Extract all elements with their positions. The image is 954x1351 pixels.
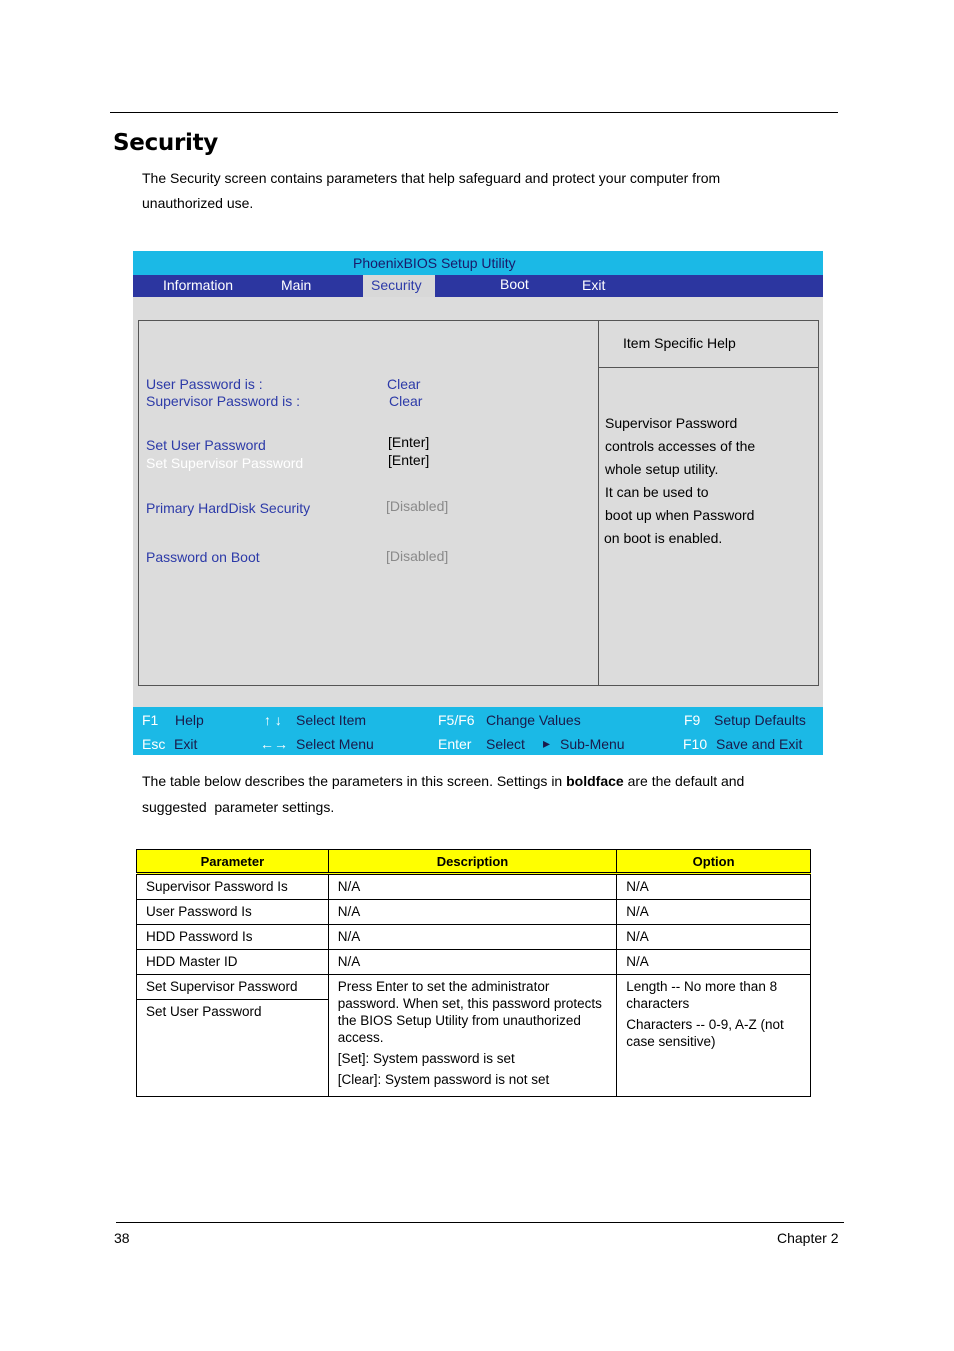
set-supervisor-password-label[interactable]: Set Supervisor Password bbox=[146, 455, 304, 471]
help-line: boot up when Password bbox=[605, 507, 755, 523]
cell-option: N/A bbox=[617, 950, 811, 975]
bios-menu-bar bbox=[133, 275, 823, 297]
menu-information[interactable]: Information bbox=[163, 277, 234, 293]
cell-option: N/A bbox=[617, 900, 811, 925]
menu-security[interactable] bbox=[363, 275, 435, 297]
help-panel bbox=[598, 320, 819, 686]
cell-description: N/A bbox=[328, 950, 617, 975]
cell-parameter: Set User Password bbox=[137, 1000, 329, 1097]
key-f10: F10 bbox=[683, 736, 708, 752]
cell-option: N/A bbox=[617, 925, 811, 950]
menu-boot[interactable]: Boot bbox=[500, 276, 529, 292]
key-f10-desc: Save and Exit bbox=[716, 736, 803, 752]
help-line: Supervisor Password bbox=[605, 415, 738, 431]
menu-exit[interactable]: Exit bbox=[582, 277, 606, 293]
cell-description: N/A bbox=[328, 874, 617, 900]
key-esc: Esc bbox=[142, 736, 166, 752]
key-leftright-desc: Select Menu bbox=[296, 736, 374, 752]
cell-option: N/A bbox=[617, 874, 811, 900]
table-row bbox=[137, 900, 811, 925]
supervisor-password-status-value: Clear bbox=[389, 393, 423, 409]
desc-paragraph: Press Enter to set the administrator password. When set, this password protects the BIOS Setup Utility from unauthorized access. bbox=[337, 979, 602, 1045]
key-f1-desc: Help bbox=[175, 712, 204, 728]
cell-description: N/A bbox=[328, 925, 617, 950]
header-description: Description bbox=[328, 850, 617, 874]
key-f9-desc: Setup Defaults bbox=[714, 712, 806, 728]
parameter-table bbox=[136, 849, 811, 1097]
cell-description: N/A bbox=[328, 900, 617, 925]
set-user-password-value[interactable]: [Enter] bbox=[388, 434, 430, 450]
table-row bbox=[137, 975, 811, 1000]
bottom-rule bbox=[116, 1222, 844, 1223]
supervisor-password-status-label: Supervisor Password is : bbox=[146, 393, 301, 409]
table-row bbox=[137, 950, 811, 975]
table-intro-line-1 bbox=[142, 769, 744, 794]
intro-line-1: The Security screen contains parameters that help safeguard and protect your computer from bbox=[142, 170, 721, 186]
user-password-status-value: Clear bbox=[387, 376, 421, 392]
set-supervisor-password-value[interactable]: [Enter] bbox=[388, 452, 430, 468]
primary-harddisk-security-label[interactable]: Primary HardDisk Security bbox=[146, 500, 311, 516]
key-updown-desc: Select Item bbox=[296, 712, 367, 728]
password-on-boot-value[interactable]: [Disabled] bbox=[386, 548, 449, 564]
key-submenu-desc: Sub-Menu bbox=[560, 736, 625, 752]
menu-main[interactable]: Main bbox=[281, 277, 312, 293]
page-number: 38 bbox=[114, 1230, 130, 1246]
cell-parameter: HDD Master ID bbox=[137, 950, 329, 975]
cell-parameter: HDD Password Is bbox=[137, 925, 329, 950]
cell-parameter: Set Supervisor Password bbox=[137, 975, 329, 1000]
bios-title: PhoenixBIOS Setup Utility bbox=[353, 255, 516, 271]
table-row bbox=[137, 925, 811, 950]
bios-title-bar bbox=[133, 251, 823, 275]
key-updown: ↑ ↓ bbox=[264, 712, 282, 728]
table-intro-part2: are the default and bbox=[623, 773, 745, 789]
key-enter: Enter bbox=[438, 736, 472, 752]
help-line: It can be used to bbox=[605, 484, 709, 500]
help-line: whole setup utility. bbox=[605, 461, 719, 477]
table-intro-line-2: suggested parameter settings. bbox=[142, 799, 335, 815]
option-length: Length -- No more than 8 characters bbox=[626, 979, 778, 1011]
key-f5f6: F5/F6 bbox=[438, 712, 475, 728]
cell-parameter: User Password Is bbox=[137, 900, 329, 925]
cell-option-password bbox=[617, 975, 811, 1097]
table-intro-bold: boldface bbox=[566, 773, 624, 789]
table-header-row bbox=[137, 850, 811, 874]
desc-set: [Set]: System password is set bbox=[337, 1051, 515, 1066]
key-leftright: ←→ bbox=[260, 736, 288, 752]
table-intro-part1: The table below describes the parameters in this screen. Settings in bbox=[142, 773, 567, 789]
settings-panel bbox=[138, 320, 599, 686]
top-rule bbox=[110, 112, 838, 113]
key-enter-desc: Select bbox=[486, 736, 525, 752]
set-user-password-label[interactable]: Set User Password bbox=[146, 437, 266, 453]
option-characters: Characters -- 0-9, A-Z (not case sensitive) bbox=[626, 1017, 784, 1049]
key-f9: F9 bbox=[684, 712, 701, 728]
desc-clear: [Clear]: System password is not set bbox=[337, 1072, 550, 1087]
header-parameter: Parameter bbox=[137, 850, 329, 874]
intro-line-2: unauthorized use. bbox=[142, 195, 254, 211]
bios-screen bbox=[133, 251, 823, 755]
section-title: Security bbox=[113, 130, 218, 156]
primary-harddisk-security-value[interactable]: [Disabled] bbox=[386, 498, 449, 514]
table-row bbox=[137, 874, 811, 900]
key-f5f6-desc: Change Values bbox=[486, 712, 581, 728]
password-on-boot-label[interactable]: Password on Boot bbox=[146, 549, 260, 565]
header-option: Option bbox=[617, 850, 811, 874]
key-f1: F1 bbox=[142, 712, 159, 728]
cell-description-password bbox=[328, 975, 617, 1097]
key-esc-desc: Exit bbox=[174, 736, 198, 752]
chapter-label: Chapter 2 bbox=[777, 1230, 839, 1246]
bios-key-legend bbox=[133, 707, 823, 755]
help-line: controls accesses of the bbox=[605, 438, 756, 454]
menu-security-label: Security bbox=[371, 277, 422, 293]
submenu-arrow-icon: ▸ bbox=[543, 735, 551, 751]
help-divider bbox=[599, 367, 818, 368]
help-title: Item Specific Help bbox=[623, 335, 736, 351]
user-password-status-label: User Password is : bbox=[146, 376, 263, 392]
cell-parameter: Supervisor Password Is bbox=[137, 874, 329, 900]
help-line: on boot is enabled. bbox=[604, 530, 723, 546]
